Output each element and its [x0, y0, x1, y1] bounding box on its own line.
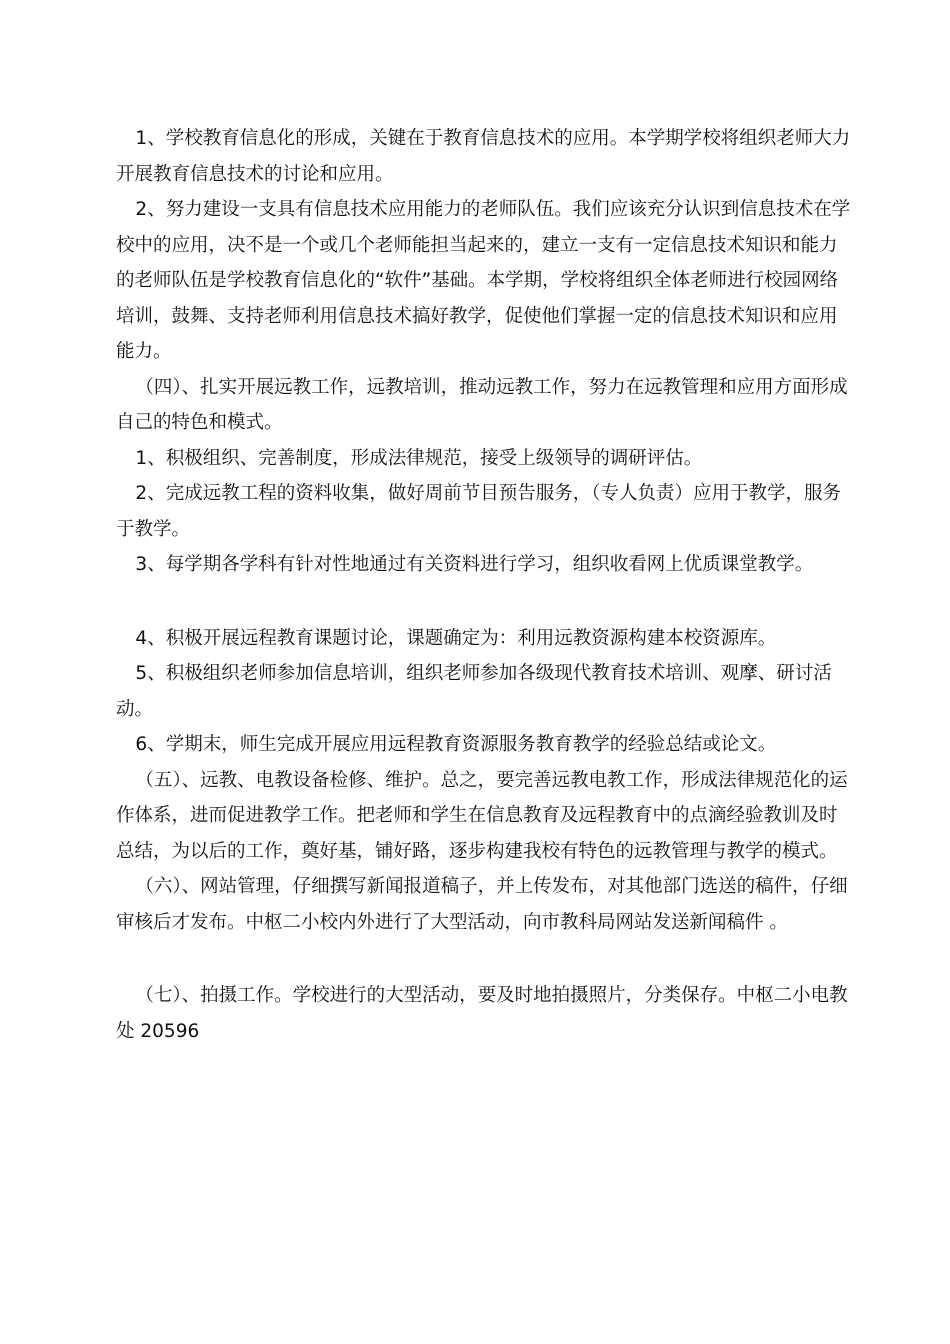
paragraph-gap: [116, 940, 851, 978]
paragraph-2: 2、努力建设一支具有信息技术应用能力的老师队伍。我们应该充分认识到信息技术在学校中的应用，决不是一个或几个老师能担当起来的，建立一支有一定信息技术知识和能力的老师队伍是学校教育信息化的“软件”基础。本学期，学校将组织全体老师进行校园网络培训，鼓舞、支持老师利用信息技术搞好教学，促使他们掌握一定的信息技术知识和应用能力。: [116, 199, 851, 362]
paragraph-gap: [116, 583, 851, 621]
paragraph-section-5: （五）、远教、电教设备检修、维护。总之，要完善远教电教工作，形成法律规范化的运作体系，进而促进教学工作。把老师和学生在信息教育及远程教育中的点滴经验教训及时总结，为以后的工作，奠好基，铺好路，逐步构建我校有特色的远教管理与教学的模式。: [116, 769, 848, 862]
paragraph-1: 1、学校教育信息化的形成，关键在于教育信息技术的应用。本学期学校将组织老师大力开展教育信息技术的讨论和应用。: [116, 128, 851, 185]
paragraph-4-6: 6、学期末，师生完成开展应用远程教育资源服务教育教学的经验总结或论文。: [135, 734, 777, 755]
document-body: [116, 121, 851, 1049]
paragraph-4-5: 5、积极组织老师参加信息培训，组织老师参加各级现代教育技术培训、观摩、研讨活动。: [116, 663, 832, 720]
paragraph-section-4: （四）、扎实开展远教工作，远教培训，推动远教工作，努力在远教管理和应用方面形成自己的特色和模式。: [116, 376, 848, 433]
paragraph-4-3: 3、每学期各学科有针对性地通过有关资料进行学习，组织收看网上优质课堂教学。: [135, 554, 814, 575]
paragraph-4-2: 2、完成远教工程的资料收集，做好周前节目预告服务，（专人负责）应用于教学，服务于教学。: [116, 483, 841, 540]
paragraph-section-7: （七）、拍摄工作。学校进行的大型活动，要及时地拍摄照片，分类保存。中枢二小电教处 20596: [116, 985, 848, 1042]
paragraph-section-6: （六）、网站管理，仔细撰写新闻报道稿子，并上传发布，对其他部门选送的稿件，仔细审核后才发布。中枢二小校内外进行了大型活动，向市教科局网站发送新闻稿件 。: [116, 876, 848, 933]
paragraph-4-1: 1、积极组织、完善制度，形成法律规范，接受上级领导的调研评估。: [135, 447, 703, 469]
paragraph-4-4: 4、积极开展远程教育课题讨论，课题确定为：利用远教资源构建本校资源库。: [135, 627, 777, 649]
